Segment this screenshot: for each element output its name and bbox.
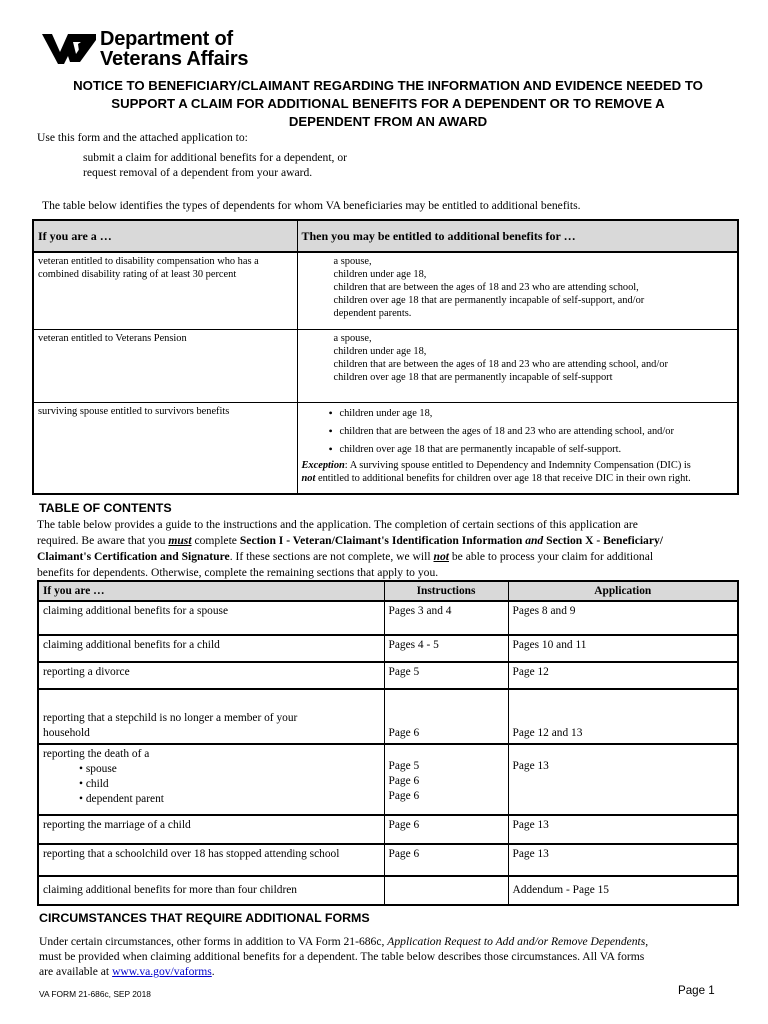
dependents-col-benefits: Then you may be entitled to additional benefits for … — [297, 220, 738, 252]
toc-line-2: required. Be aware that you must complete Section I - Veteran/Claimant's Identification Information and Section X - Beneficiary/ — [37, 534, 664, 547]
benefit-item: dependent parents. — [333, 308, 412, 319]
toc-heading: TABLE OF CONTENTS — [39, 501, 172, 515]
toc-col-application: Application — [508, 581, 738, 601]
benefit-item: a spouse, — [333, 256, 372, 267]
benefit-item: children over age 18 that are permanently incapable of self-support, and/or — [333, 295, 645, 306]
table-row — [33, 329, 738, 402]
table-row: reporting that a schoolchild over 18 has stopped attending school Page 6 Page 13 — [38, 844, 738, 876]
page-title — [40, 77, 736, 131]
benefit-item: • children that are between the ages of 18 and 23 who are attending school, and/or — [329, 423, 734, 441]
benefit-item: children under age 18, — [333, 345, 427, 357]
benefit-item: • children under age 18, — [329, 405, 734, 423]
table-row — [33, 402, 738, 494]
exception-label: Exception — [301, 459, 345, 471]
table-row: reporting the death of a • spouse • child • dependent parent Page 5 Page 6 Page 6 Page 13 — [38, 744, 738, 815]
toc-col-instructions: Instructions — [384, 581, 508, 601]
exception-text-1: : A surviving spouse entitled to Dependency and Indemnity Compensation (DIC) is — [344, 459, 691, 471]
benefit-item: • children over age 18 that are permanently incapable of self-support. — [329, 441, 734, 459]
agency-name-line2: Veterans Affairs — [100, 48, 249, 70]
dependents-who: surviving spouse entitled to survivors benefits — [33, 402, 297, 494]
table-description: The table below identifies the types of dependents for whom VA beneficiaries may be entitled to additional benefits. — [42, 199, 581, 212]
benefit-list — [302, 405, 734, 459]
dependents-table — [32, 219, 739, 495]
death-list: • spouse • child • dependent parent — [79, 763, 164, 805]
table-row: reporting the marriage of a child Page 6 Page 13 — [38, 815, 738, 844]
va-logo-icon — [40, 30, 96, 66]
intro-item-1: submit a claim for additional benefits for a dependent, or — [83, 151, 347, 164]
toc-table — [37, 580, 739, 906]
benefit-item: children over age 18 that are permanently incapable of self-support — [333, 371, 613, 383]
toc-line-1: The table below provides a guide to the instructions and the application. The completion of certain sections of this application are — [37, 518, 638, 531]
title-line3: DEPENDENT FROM AN AWARD — [288, 114, 488, 129]
dependents-col-who: If you are a … — [33, 220, 297, 252]
agency-name — [100, 29, 248, 69]
not-emphasis: not — [433, 550, 449, 563]
benefit-item: a spouse, — [333, 332, 372, 344]
toc-paragraph — [37, 517, 742, 581]
dependents-who: veteran entitled to Veterans Pension — [33, 329, 297, 402]
page-number: Page 1 — [678, 984, 715, 997]
intro-item-2: request removal of a dependent from your award. — [83, 166, 313, 179]
title-line2: SUPPORT A CLAIM FOR ADDITIONAL BENEFITS FOR A DEPENDENT OR TO REMOVE A — [111, 96, 665, 111]
table-row: claiming additional benefits for more than four children Addendum - Page 15 — [38, 876, 738, 905]
exception-note — [302, 459, 734, 485]
benefit-item: children under age 18, — [333, 269, 427, 280]
benefit-item: children that are between the ages of 18 and 23 who are attending school, and/or — [333, 358, 668, 370]
intro-lead: Use this form and the attached application to: — [37, 131, 248, 144]
agency-name-line1: Department of — [100, 28, 233, 50]
title-line1: NOTICE TO BENEFICIARY/CLAIMANT REGARDING THE INFORMATION AND EVIDENCE NEEDED TO — [73, 78, 703, 93]
table-row: reporting a divorce Page 5 Page 12 — [38, 662, 738, 689]
circumstances-paragraph: Under certain circumstances, other forms in addition to VA Form 21-686c, Application Request to Add and/or Remove Dependents, must be provided when claiming additional benefits for a dependent. The table below describes those circumstances. All VA forms are available at www.va.gov/vaforms. — [39, 935, 649, 978]
toc-line-4: benefits for dependents. Otherwise, complete the remaining sections that apply to you. — [37, 566, 439, 579]
table-row: claiming additional benefits for a child Pages 4 - 5 Pages 10 and 11 — [38, 635, 738, 662]
benefit-item: children that are between the ages of 18 and 23 who are attending school, — [333, 282, 639, 293]
table-row — [33, 252, 738, 329]
toc-line-3: Claimant's Certification and Signature. If these sections are not complete, we will not be able to process your claim for additional — [37, 550, 654, 563]
table-row: claiming additional benefits for a spouse Pages 3 and 4 Pages 8 and 9 — [38, 601, 738, 635]
table-row: reporting that a stepchild is no longer a member of your household Page 6 Page 12 and 13 — [38, 689, 738, 744]
circumstances-heading: CIRCUMSTANCES THAT REQUIRE ADDITIONAL FORMS — [39, 911, 370, 925]
must-emphasis: must — [168, 534, 192, 547]
toc-col-desc: If you are … — [38, 581, 384, 601]
form-id: VA FORM 21-686c, SEP 2018 — [39, 989, 151, 999]
vaforms-link[interactable]: www.va.gov/vaforms — [112, 965, 212, 978]
exception-text-2: entitled to additional benefits for children over age 18 that receive DIC in their own right. — [315, 472, 691, 484]
dependents-who: veteran entitled to disability compensation who has a combined disability rating of at least 30 percent — [33, 252, 297, 329]
exception-not: not — [301, 472, 316, 484]
